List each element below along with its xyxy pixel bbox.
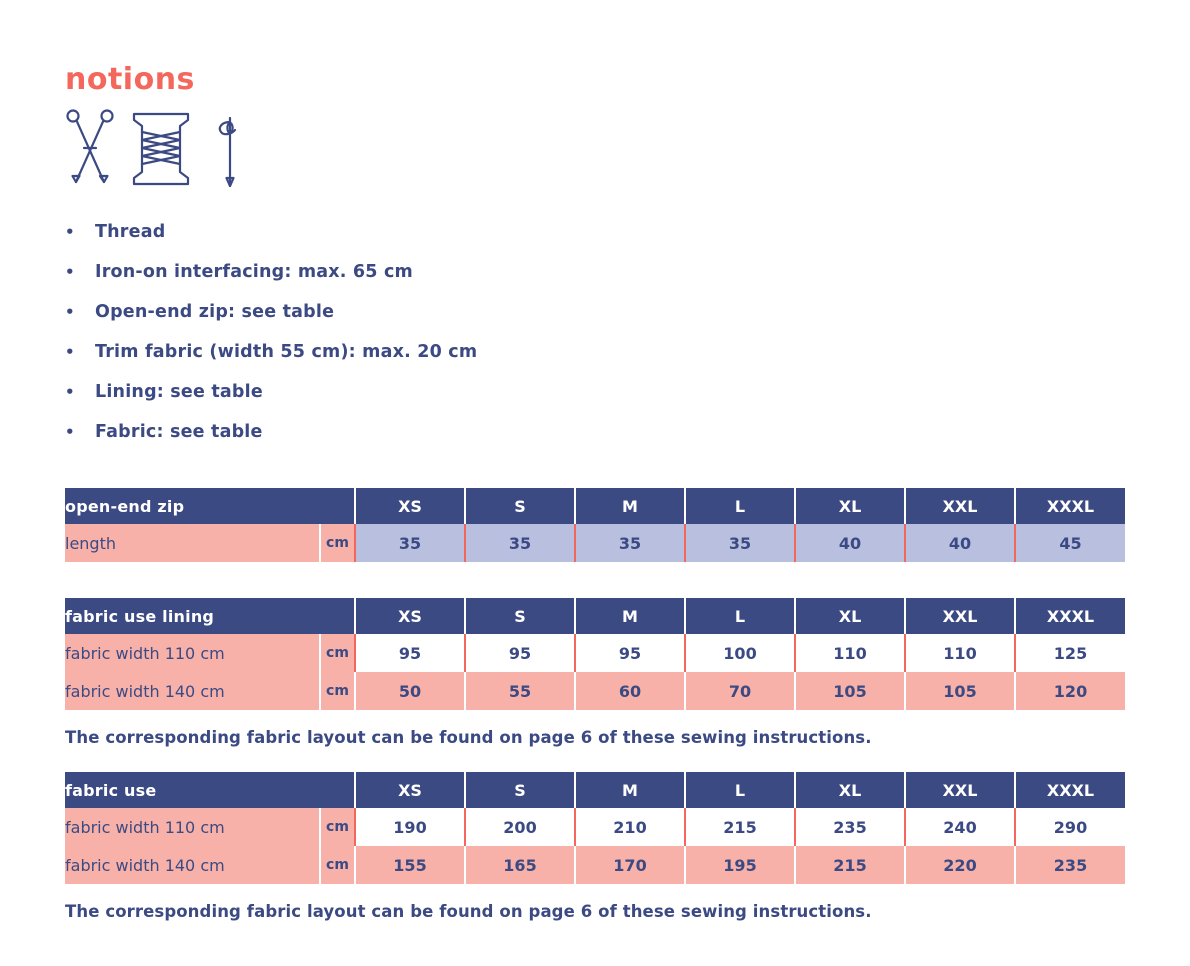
row-unit: cm	[320, 808, 355, 846]
fabric-layout-note-fabric: The corresponding fabric layout can be found on page 6 of these sewing instructions.	[65, 902, 872, 921]
page-title: notions	[65, 62, 195, 97]
table-fabric-use-lining	[65, 598, 1125, 710]
column-header-xxl: XXL	[905, 598, 1015, 634]
column-header-xs: XS	[355, 488, 465, 524]
bullet-icon: •	[65, 223, 75, 241]
fabric-layout-note-lining: The corresponding fabric layout can be found on page 6 of these sewing instructions.	[65, 728, 872, 747]
row-label: fabric width 110 cm	[65, 634, 320, 672]
cell-l: 35	[685, 524, 795, 562]
cell-m: 60	[575, 672, 685, 710]
cell-xs: 155	[355, 846, 465, 884]
cell-m: 35	[575, 524, 685, 562]
list-item	[65, 422, 477, 462]
list-item-label: Thread	[95, 222, 166, 242]
header-unit-spacer	[320, 772, 355, 808]
column-header-m: M	[575, 488, 685, 524]
table-header-row	[65, 488, 1125, 524]
notions-icons	[60, 108, 280, 198]
cell-xl: 110	[795, 634, 905, 672]
table-header-row	[65, 772, 1125, 808]
column-header-l: L	[685, 598, 795, 634]
table-fabric-use	[65, 772, 1125, 884]
notions-list	[65, 222, 477, 462]
cell-s: 165	[465, 846, 575, 884]
column-header-l: L	[685, 772, 795, 808]
cell-xxxl: 235	[1015, 846, 1125, 884]
cell-xxl: 220	[905, 846, 1015, 884]
header-unit-spacer	[320, 598, 355, 634]
cell-xxxl: 290	[1015, 808, 1125, 846]
cell-xl: 40	[795, 524, 905, 562]
cell-s: 55	[465, 672, 575, 710]
column-header-xxxl: XXXL	[1015, 598, 1125, 634]
column-header-xs: XS	[355, 598, 465, 634]
column-header-s: S	[465, 598, 575, 634]
cell-xs: 50	[355, 672, 465, 710]
column-header-s: S	[465, 488, 575, 524]
list-item	[65, 382, 477, 422]
column-header-l: L	[685, 488, 795, 524]
cell-s: 200	[465, 808, 575, 846]
cell-xxl: 105	[905, 672, 1015, 710]
scissors-icon	[68, 111, 113, 183]
list-item	[65, 342, 477, 382]
list-item	[65, 262, 477, 302]
cell-l: 195	[685, 846, 795, 884]
column-header-xxl: XXL	[905, 772, 1015, 808]
table-row	[65, 634, 1125, 672]
header-unit-spacer	[320, 488, 355, 524]
table-title: fabric use lining	[65, 598, 320, 634]
cell-s: 35	[465, 524, 575, 562]
row-label: length	[65, 524, 320, 562]
cell-xl: 105	[795, 672, 905, 710]
cell-m: 210	[575, 808, 685, 846]
column-header-m: M	[575, 772, 685, 808]
list-item-label: Fabric: see table	[95, 422, 263, 442]
column-header-xxxl: XXXL	[1015, 772, 1125, 808]
cell-xxxl: 125	[1015, 634, 1125, 672]
notions-icon-group	[60, 108, 280, 198]
cell-xxxl: 45	[1015, 524, 1125, 562]
row-label: fabric width 140 cm	[65, 846, 320, 884]
cell-m: 170	[575, 846, 685, 884]
cell-l: 70	[685, 672, 795, 710]
cell-xs: 190	[355, 808, 465, 846]
column-header-xl: XL	[795, 598, 905, 634]
cell-xxl: 40	[905, 524, 1015, 562]
column-header-xl: XL	[795, 488, 905, 524]
bullet-icon: •	[65, 343, 75, 361]
row-unit: cm	[320, 672, 355, 710]
bullet-icon: •	[65, 423, 75, 441]
cell-xs: 35	[355, 524, 465, 562]
column-header-xxl: XXL	[905, 488, 1015, 524]
list-item	[65, 222, 477, 262]
column-header-s: S	[465, 772, 575, 808]
row-unit: cm	[320, 846, 355, 884]
bullet-icon: •	[65, 303, 75, 321]
cell-l: 100	[685, 634, 795, 672]
column-header-xxxl: XXXL	[1015, 488, 1125, 524]
cell-xxl: 110	[905, 634, 1015, 672]
table-row	[65, 524, 1125, 562]
cell-xxxl: 120	[1015, 672, 1125, 710]
table-row	[65, 808, 1125, 846]
cell-l: 215	[685, 808, 795, 846]
cell-xl: 215	[795, 846, 905, 884]
table-header-row	[65, 598, 1125, 634]
list-item-label: Lining: see table	[95, 382, 263, 402]
table-title: fabric use	[65, 772, 320, 808]
bullet-icon: •	[65, 383, 75, 401]
row-unit: cm	[320, 634, 355, 672]
cell-s: 95	[465, 634, 575, 672]
thread-spool-icon	[134, 114, 188, 184]
bullet-icon: •	[65, 263, 75, 281]
needle-icon	[220, 118, 235, 186]
row-unit: cm	[320, 524, 355, 562]
column-header-xs: XS	[355, 772, 465, 808]
table-title: open-end zip	[65, 488, 320, 524]
table-row	[65, 672, 1125, 710]
column-header-xl: XL	[795, 772, 905, 808]
row-label: fabric width 140 cm	[65, 672, 320, 710]
table-row	[65, 846, 1125, 884]
cell-xxl: 240	[905, 808, 1015, 846]
cell-xs: 95	[355, 634, 465, 672]
row-label: fabric width 110 cm	[65, 808, 320, 846]
list-item	[65, 302, 477, 342]
list-item-label: Iron-on interfacing: max. 65 cm	[95, 262, 413, 282]
cell-m: 95	[575, 634, 685, 672]
table-open-end-zip	[65, 488, 1125, 562]
cell-xl: 235	[795, 808, 905, 846]
column-header-m: M	[575, 598, 685, 634]
list-item-label: Open-end zip: see table	[95, 302, 335, 322]
list-item-label: Trim fabric (width 55 cm): max. 20 cm	[95, 342, 478, 362]
